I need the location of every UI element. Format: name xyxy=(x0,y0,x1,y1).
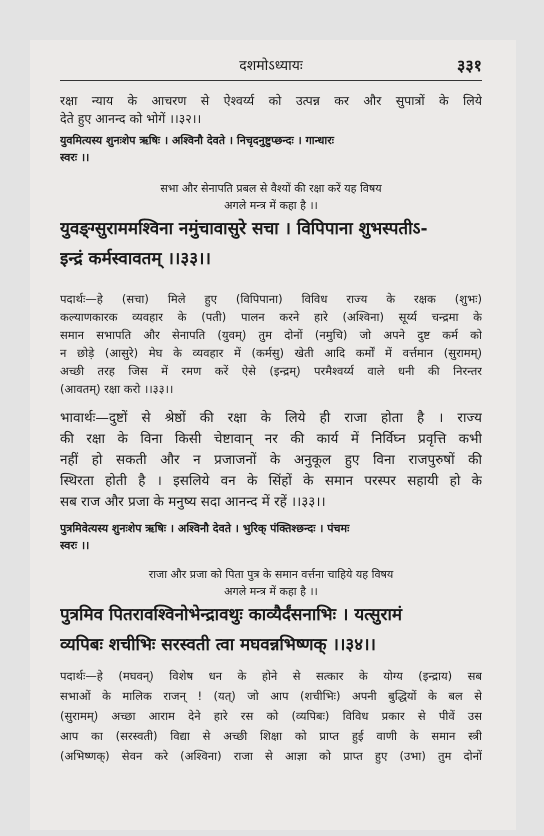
text-line: सब राज और प्रजा के मनुष्य सदा आनन्द में रहें ।।३३।। xyxy=(60,494,326,510)
padartha-34 xyxy=(60,666,482,766)
topic-heading-34 xyxy=(60,566,482,600)
text-line: आप का (सरस्वती) विद्या से अच्छी शिक्षा को प्राप्त हुई वाणी के समान स्त्री xyxy=(60,729,482,743)
text-line: अच्छी तरह जिस में रमण करें ऐसे (इन्द्रम्) परमैश्वर्य्य वाले धनी की निरन्तर xyxy=(60,364,482,378)
text-line: न छोड़े (आसुरे) मेघ के व्यवहार में (कर्मसु) खेती आदि कर्मों में वर्त्तमान (सुरामम्) xyxy=(60,346,482,360)
page-number: ३३१ xyxy=(457,56,482,75)
text-line: की रक्षा के विना किसी चेष्टावान् नर की कार्य में निर्विघ्न प्रवृत्ति कभी xyxy=(60,431,482,447)
mantra-line: पुत्रमिव पितरावश्विनोभेन्द्रावथुः काव्यैर्दंसनाभिः । यत्सुरामं xyxy=(60,605,403,625)
text-line: पदार्थः—हे (सचा) मिले हुए (विपिपाना) विविध राज्य के रक्षक (शुभः) xyxy=(60,292,482,306)
mantra-34 xyxy=(60,600,482,660)
text-line: (सुरामम्) अच्छा आराम देने हारे रस को (व्यपिबः) विविध प्रकार से पीवें उस xyxy=(60,709,482,723)
text-line: अगले मन्त्र में कहा है ।। xyxy=(224,585,318,598)
text-line: पदार्थः—हे (मघवन्) विशेष धन के होने से सत्कार के योग्य (इन्द्राय) सब xyxy=(60,669,482,683)
text-line: कल्याणकारक व्यवहार के (पती) पालन करने हारे (अश्विना) सूर्य्य चन्द्रमा के xyxy=(60,310,482,324)
text-line: (आवतम्) रक्षा करो ।।३३।। xyxy=(60,382,174,396)
meta-line-34 xyxy=(60,520,482,554)
text-line: रक्षा न्याय के आचरण से ऐश्वर्य्य को उत्पन्न कर और सुपात्रों के लिये xyxy=(60,93,482,108)
text-line: अगले मन्त्र में कहा है ।। xyxy=(224,199,318,212)
text-line: नहीं हो सकती और न प्रजाजनों के अनुकूल हुए विना राजपुरुषों की xyxy=(60,452,482,468)
topic-heading-33 xyxy=(60,180,482,214)
text-line: युवमित्यस्य शुनःशेप ऋषिः । अश्विनौ देवते । निचृदनुष्टुप्छन्दः । गान्धारः xyxy=(60,134,334,147)
mantra-line: व्यपिबः शचीभिः सरस्वती त्वा मघवन्नभिष्णक् ।।३४।। xyxy=(60,635,376,655)
text-line: राजा और प्रजा को पिता पुत्र के समान वर्त्तना चाहिये यह विषय xyxy=(148,568,394,581)
text-line: स्वरः ।। xyxy=(60,539,90,552)
meta-line-32 xyxy=(60,132,482,166)
text-line: (अभिष्णक्) सेवन करे (अश्विना) राजा से आज्ञा को प्राप्त हुए (उभा) तुम दोनों xyxy=(60,749,482,763)
padartha-33 xyxy=(60,290,482,398)
header-rule xyxy=(60,80,482,81)
text-line: सभा और सेनापति प्रबल से वैश्यों की रक्षा करें यह विषय xyxy=(160,182,382,195)
text-line: पुत्रमिवेत्यस्य शुनःशेप ऋषिः । अश्विनौ देवते । भुरिक् पंक्तिश्छन्दः । पंचमः xyxy=(60,522,350,535)
intro-paragraph xyxy=(60,92,482,128)
text-line: सभाओं के मालिक राजन् ! (यत्) जो आप (शचीभिः) अपनी बुद्धियों के बल से xyxy=(60,689,482,703)
text-line: स्थिरता होती है । इसलिये वन के सिंहों के समान परस्पर सहायी हो के xyxy=(60,473,482,489)
text-line: समान सभापति और सेनापति (युवम्) तुम दोनों (नमुचि) जो अपने दुष्ट कर्म को xyxy=(60,328,482,342)
text-line: स्वरः ।। xyxy=(60,151,90,164)
running-title: दशमोऽध्यायः xyxy=(239,58,303,74)
page-header xyxy=(60,56,482,78)
mantra-33 xyxy=(60,214,482,274)
mantra-line: युवङ्ग्सुराममश्विना नमुंचावासुरे सचा । विपिपाना शुभस्पतीऽ- xyxy=(60,219,428,239)
bhavartha-33 xyxy=(60,408,482,513)
text-line: देते हुए आनन्द को भोगें ।।३२।। xyxy=(60,111,202,126)
mantra-line: इन्द्रं कर्मस्वावतम् ।।३३।। xyxy=(60,249,211,269)
text-line: भावार्थः—दुष्टों से श्रेष्ठों की रक्षा के लिये ही राजा होता है । राज्य xyxy=(60,410,482,426)
